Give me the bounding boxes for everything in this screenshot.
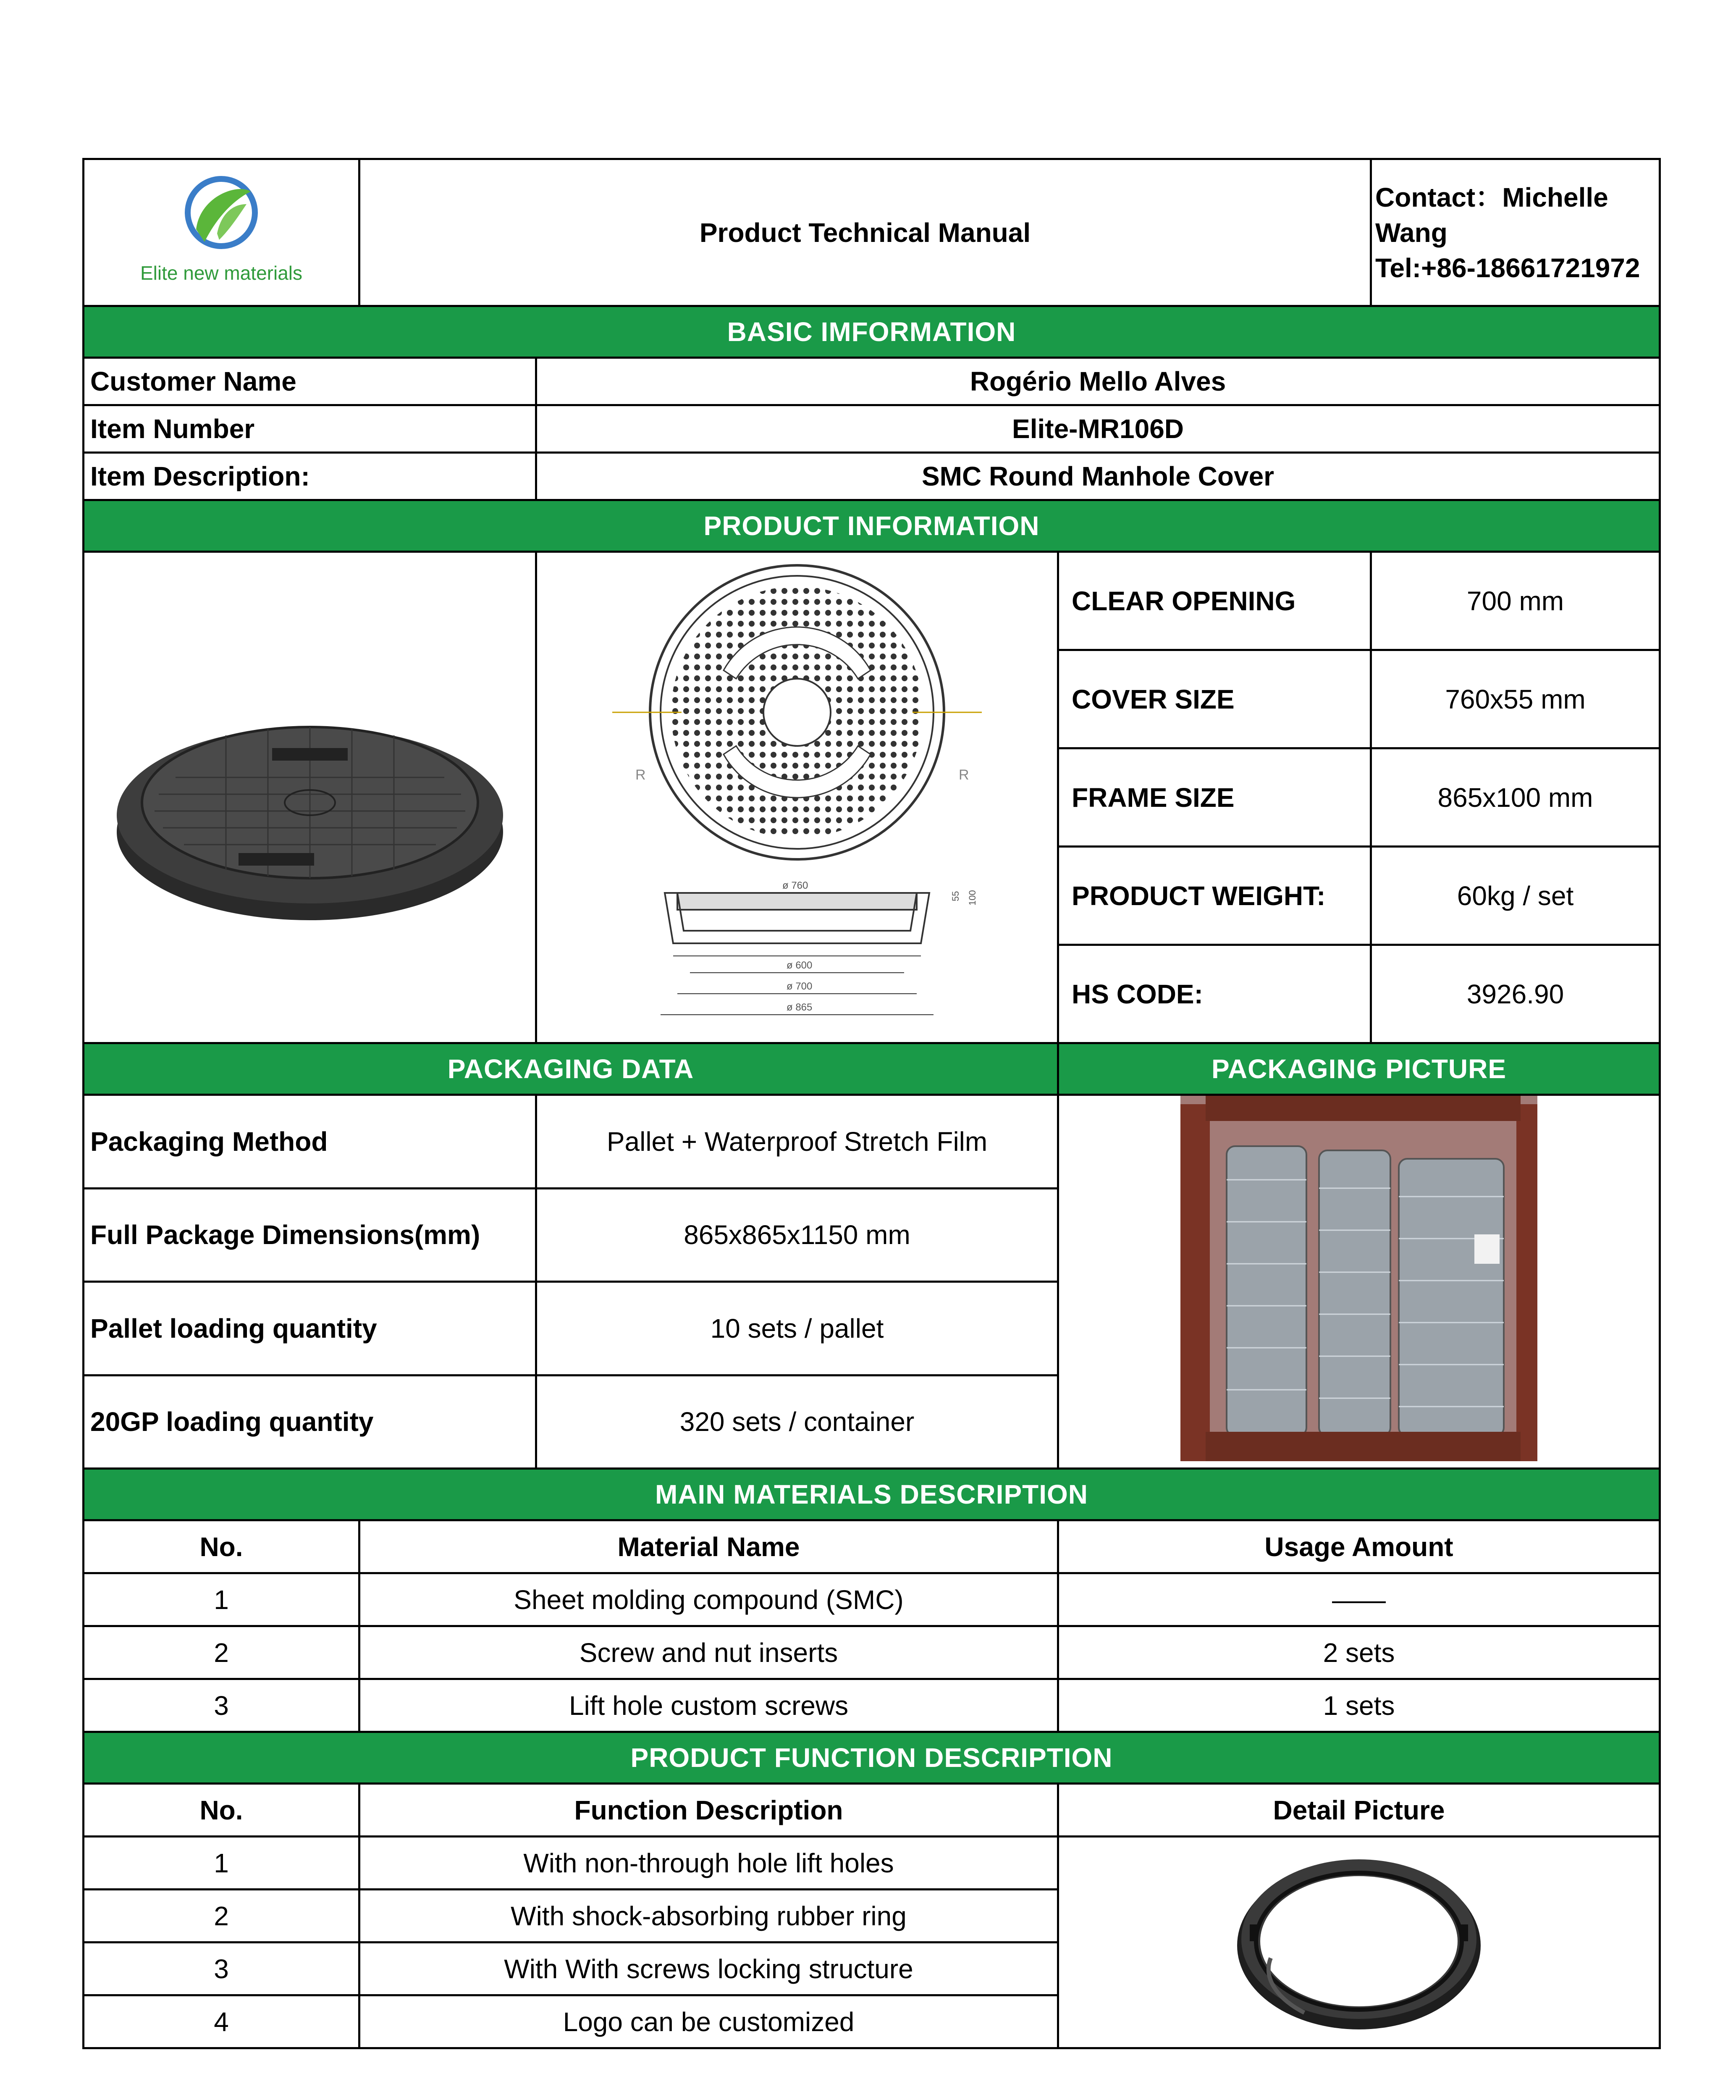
function-no: 2 bbox=[84, 1890, 359, 1942]
spec-value: 865x100 mm bbox=[1371, 748, 1660, 847]
ring-photo bbox=[1233, 1840, 1485, 2038]
contact-name: Contact：Michelle Wang bbox=[1375, 182, 1608, 248]
spec-value: 700 mm bbox=[1371, 552, 1660, 650]
material-name: Lift hole custom screws bbox=[359, 1679, 1058, 1732]
packaging-label: Full Package Dimensions(mm) bbox=[84, 1188, 536, 1282]
elite-logo-icon bbox=[133, 166, 309, 292]
function-no: 4 bbox=[84, 1995, 359, 2048]
materials-header-row bbox=[84, 1520, 1660, 1573]
packaging-photo-cell bbox=[1058, 1095, 1660, 1469]
basic-info-row bbox=[84, 405, 1660, 453]
drawing-label: R bbox=[635, 767, 646, 783]
basic-info-label: Item Description: bbox=[84, 453, 536, 500]
material-name: Screw and nut inserts bbox=[359, 1626, 1058, 1679]
packaging-label: 20GP loading quantity bbox=[84, 1375, 536, 1469]
contact-tel: Tel:+86-18661721972 bbox=[1375, 252, 1640, 283]
spec-label: HS CODE: bbox=[1058, 945, 1371, 1043]
basic-info-label: Customer Name bbox=[84, 358, 536, 405]
function-no: 1 bbox=[84, 1837, 359, 1890]
column-header: Usage Amount bbox=[1058, 1520, 1660, 1573]
packaging-picture-heading: PACKAGING PICTURE bbox=[1058, 1043, 1660, 1095]
function-desc: With non-through hole lift holes bbox=[359, 1837, 1058, 1890]
drawing-label: ø 600 bbox=[787, 960, 813, 971]
material-amount: —— bbox=[1058, 1573, 1660, 1626]
spec-row bbox=[84, 552, 1660, 650]
spec-value: 760x55 mm bbox=[1371, 650, 1660, 748]
logo-text: Elite new materials bbox=[140, 262, 303, 284]
spec-value: 3926.90 bbox=[1371, 945, 1660, 1043]
material-amount: 2 sets bbox=[1058, 1626, 1660, 1679]
logo-cell bbox=[84, 159, 359, 306]
spec-label: PRODUCT WEIGHT: bbox=[1058, 847, 1371, 945]
product-photo-cell bbox=[84, 552, 536, 1043]
materials-heading: MAIN MATERIALS DESCRIPTION bbox=[84, 1469, 1660, 1520]
material-no: 3 bbox=[84, 1679, 359, 1732]
detail-picture-cell bbox=[1058, 1837, 1660, 2048]
technical-manual-sheet bbox=[82, 158, 1659, 2049]
column-header: No. bbox=[84, 1520, 359, 1573]
material-no: 2 bbox=[84, 1626, 359, 1679]
functions-header-row bbox=[84, 1784, 1660, 1837]
spec-label: CLEAR OPENING bbox=[1058, 552, 1371, 650]
packaging-label: Pallet loading quantity bbox=[84, 1282, 536, 1376]
material-no: 1 bbox=[84, 1573, 359, 1626]
packaging-value: 10 sets / pallet bbox=[536, 1282, 1058, 1376]
basic-info-row bbox=[84, 358, 1660, 405]
function-desc: With shock-absorbing rubber ring bbox=[359, 1890, 1058, 1942]
product-drawing-cell bbox=[536, 552, 1058, 1043]
materials-row bbox=[84, 1679, 1660, 1732]
drawing-label: 100 bbox=[967, 890, 978, 906]
packaging-data-heading: PACKAGING DATA bbox=[84, 1043, 1058, 1095]
manhole-drawing bbox=[539, 553, 1055, 1036]
packaging-value: 320 sets / container bbox=[536, 1375, 1058, 1469]
function-row bbox=[84, 1837, 1660, 1890]
basic-info-label: Item Number bbox=[84, 405, 536, 453]
packaging-value: 865x865x1150 mm bbox=[536, 1188, 1058, 1282]
column-header: Detail Picture bbox=[1058, 1784, 1660, 1837]
column-header: Function Description bbox=[359, 1784, 1058, 1837]
packaging-label: Packaging Method bbox=[84, 1095, 536, 1189]
page-title: Product Technical Manual bbox=[359, 159, 1371, 306]
basic-info-value: Elite-MR106D bbox=[536, 405, 1660, 453]
product-info-heading: PRODUCT INFORMATION bbox=[84, 500, 1660, 552]
column-header: No. bbox=[84, 1784, 359, 1837]
container-photo bbox=[1180, 1096, 1537, 1461]
basic-info-value: SMC Round Manhole Cover bbox=[536, 453, 1660, 500]
header-row bbox=[84, 159, 1660, 306]
function-desc: With With screws locking structure bbox=[359, 1942, 1058, 1995]
spec-value: 60kg / set bbox=[1371, 847, 1660, 945]
basic-info-row bbox=[84, 453, 1660, 500]
basic-info-value: Rogério Mello Alves bbox=[536, 358, 1660, 405]
drawing-label: ø 865 bbox=[787, 1002, 813, 1013]
spec-label: FRAME SIZE bbox=[1058, 748, 1371, 847]
materials-row bbox=[84, 1573, 1660, 1626]
basic-info-heading: BASIC IMFORMATION bbox=[84, 306, 1660, 358]
functions-heading: PRODUCT FUNCTION DESCRIPTION bbox=[84, 1732, 1660, 1784]
material-amount: 1 sets bbox=[1058, 1679, 1660, 1732]
manhole-photo bbox=[100, 635, 520, 954]
packaging-row bbox=[84, 1095, 1660, 1189]
drawing-label: R bbox=[959, 767, 969, 783]
materials-row bbox=[84, 1626, 1660, 1679]
spec-label: COVER SIZE bbox=[1058, 650, 1371, 748]
drawing-label: 55 bbox=[950, 891, 961, 901]
drawing-label: ø 760 bbox=[782, 880, 808, 891]
material-name: Sheet molding compound (SMC) bbox=[359, 1573, 1058, 1626]
column-header: Material Name bbox=[359, 1520, 1058, 1573]
manual-table bbox=[82, 158, 1661, 2049]
packaging-value: Pallet + Waterproof Stretch Film bbox=[536, 1095, 1058, 1189]
contact-cell bbox=[1371, 159, 1660, 306]
function-desc: Logo can be customized bbox=[359, 1995, 1058, 2048]
function-no: 3 bbox=[84, 1942, 359, 1995]
drawing-label: ø 700 bbox=[787, 981, 813, 992]
